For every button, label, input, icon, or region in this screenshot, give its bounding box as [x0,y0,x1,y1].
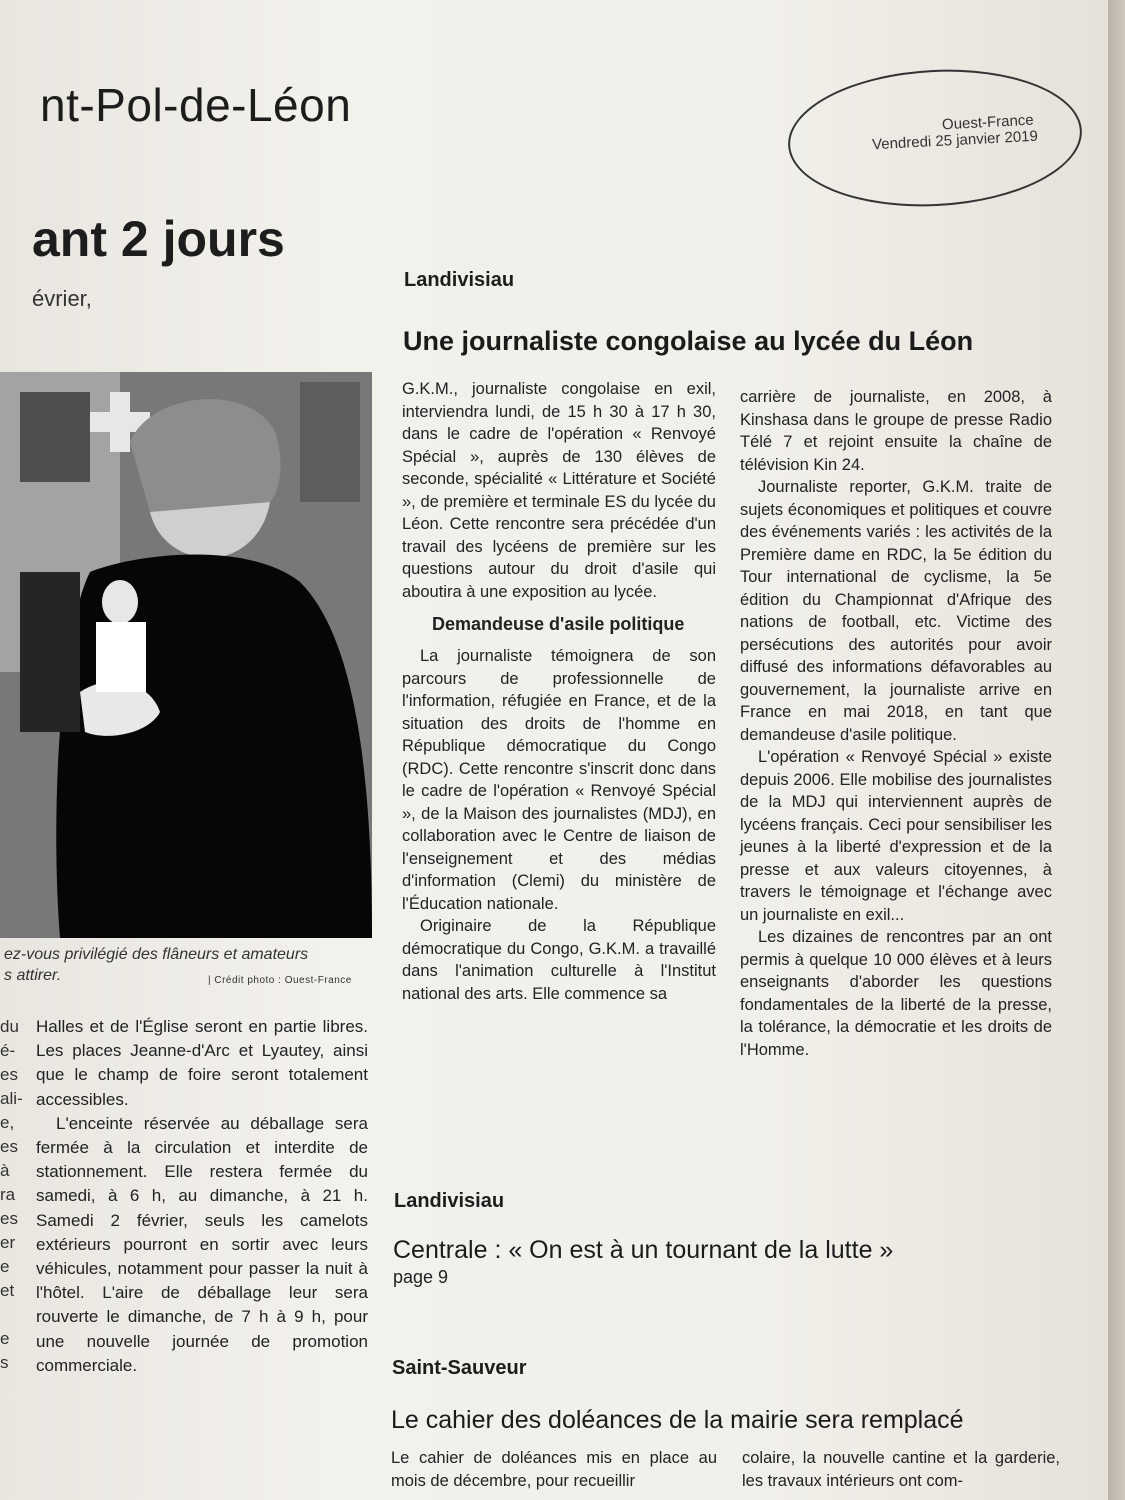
cut-fragment: e [0,1329,10,1348]
page-reference: page 9 [393,1267,449,1287]
paragraph: La journaliste témoignera de son parcours de professionnelle de l'information, réfugiée en France, et de la situation des droits de l'homme en République démocratique du Congo (RDC). Cette rencontre s'inscrit donc dans le cadre de l'opération « Renvoyé Spécial », de la Maison des journalistes (MDJ), en collaboration avec le Centre de liaison de l'enseignement et des médias d'information (Clemi) du ministère de l'Éducation nationale. [402,647,716,913]
brief-column-1 [391,1447,717,1492]
cut-fragment: ali- [0,1089,23,1108]
article-column-2 [740,386,1052,1061]
brief-column-2 [742,1447,1060,1492]
paragraph: Journaliste reporter, G.K.M. traite de sujets économiques et politiques et couvre des événements variés : les activités de la Première dame en RDC, la 5e édition du Tour international de cyclisme, la 5e édition du Championnat d'Afrique des nations de football, etc. Victime des persécutions des autorités pour avoir diffusé des informations défavorables au gouvernement, la journaliste arrive en France en mai 2018, en tant que demandeuse d'asile politique. [740,478,1052,744]
left-subline: évrier, [32,286,92,311]
photo-drawing [0,372,372,938]
cut-fragment: es [0,1065,18,1084]
paragraph: carrière de journaliste, en 2008, à Kinshasa dans le groupe de presse Radio Télé 7 et rejoint ensuite la chaîne de télévision Kin 24. [740,388,1052,474]
cut-fragment: ra [0,1185,16,1204]
caption-line: ez-vous privilégié des flâneurs et amateurs [4,946,309,963]
section-label: Landivisiau [404,269,515,291]
news-photo [0,372,372,938]
stamp-date: Vendredi 25 janvier 2019 [871,127,1039,154]
paragraph: Les dizaines de rencontres par an ont permis à quelque 10 000 élèves et à leurs enseignants d'aborder les questions fondamentales de la liberté de la presse, la tolérance, la démocratie et les droits de l'Homme. [740,928,1052,1059]
cut-fragment: à [0,1161,10,1180]
page-edge [1108,0,1125,1500]
cut-fragment: es [0,1137,18,1156]
section-label: Landivisiau [394,1190,505,1212]
left-headline: ant 2 jours [32,211,285,267]
cut-fragment: e [0,1257,10,1276]
article-subhead: Demandeuse d'asile politique [432,614,685,634]
paragraph: L'enceinte réservée au déballage sera fermée à la circulation et interdite de stationnement. Elle restera fermée du samedi, à 6 h, au dimanche, à 21 h. Samedi 2 février, seuls les camelots extérieurs pourront en sortir avec leurs véhicules, notamment pour passer la nuit à l'hôtel. L'aire de déballage leur sera rouverte le dimanche, de 7 h à 9 h, pour une nouvelle journée de promotion commerciale. [36,1113,368,1375]
cut-fragment: er [0,1233,16,1252]
brief-headline: Le cahier des doléances de la mairie sera remplacé [391,1406,964,1434]
left-story-body [36,1015,368,1378]
article-column-1 [402,378,716,1005]
paragraph: L'opération « Renvoyé Spécial » existe depuis 2006. Elle mobilise des journalistes de la MDJ qui interviennent auprès de lycéens français. Ceci pour sensibiliser les jeunes à la liberté d'expression et de la presse et aux valeurs citoyennes, à travers le témoignage et l'échange avec un journaliste en exil... [740,748,1052,924]
date-stamp [788,70,1080,204]
cut-fragment: et [0,1281,15,1300]
brief-headline: Centrale : « On est à un tournant de la lutte » [393,1236,894,1264]
cut-fragment: du [0,1017,19,1036]
cut-fragment: e, [0,1113,15,1132]
paragraph: Halles et de l'Église seront en partie libres. Les places Jeanne-d'Arc et Lyautey, ainsi que le champ de foire seront totalement accessibles. [36,1017,368,1109]
paragraph: Le cahier de doléances mis en place au mois de décembre, pour recueillir [391,1449,717,1490]
cut-fragment: es [0,1209,18,1228]
paragraph: colaire, la nouvelle cantine et la garderie, les travaux intérieurs ont com- [742,1449,1060,1490]
photo-credit: | Crédit photo : Ouest-France [208,975,352,986]
article-headline: Une journaliste congolaise au lycée du Léon [403,326,974,356]
paragraph: G.K.M., journaliste congolaise en exil, interviendra lundi, de 15 h 30 à 17 h 30, dans le cadre de l'opération « Renvoyé Spécial », auprès de 130 élèves de seconde, spécialité « Littérature et Société », de première et terminale ES du lycée du Léon. Cette rencontre sera précédée d'un travail des lycéens de première sur les questions autour du droit d'asile qui aboutira à une exposition au lycée. [402,380,716,601]
stamp-source: Ouest-France [941,111,1035,134]
caption-line: s attirer. [4,967,62,984]
paragraph: Originaire de la République démocratique du Congo, G.K.M. a travaillé dans l'animation culturelle à l'Institut national des arts. Elle commence sa [402,917,716,1003]
cut-fragment: é- [0,1041,16,1060]
section-label: Saint-Sauveur [392,1357,527,1379]
town-banner: nt-Pol-de-Léon [40,79,352,131]
cut-fragment: s [0,1353,9,1372]
